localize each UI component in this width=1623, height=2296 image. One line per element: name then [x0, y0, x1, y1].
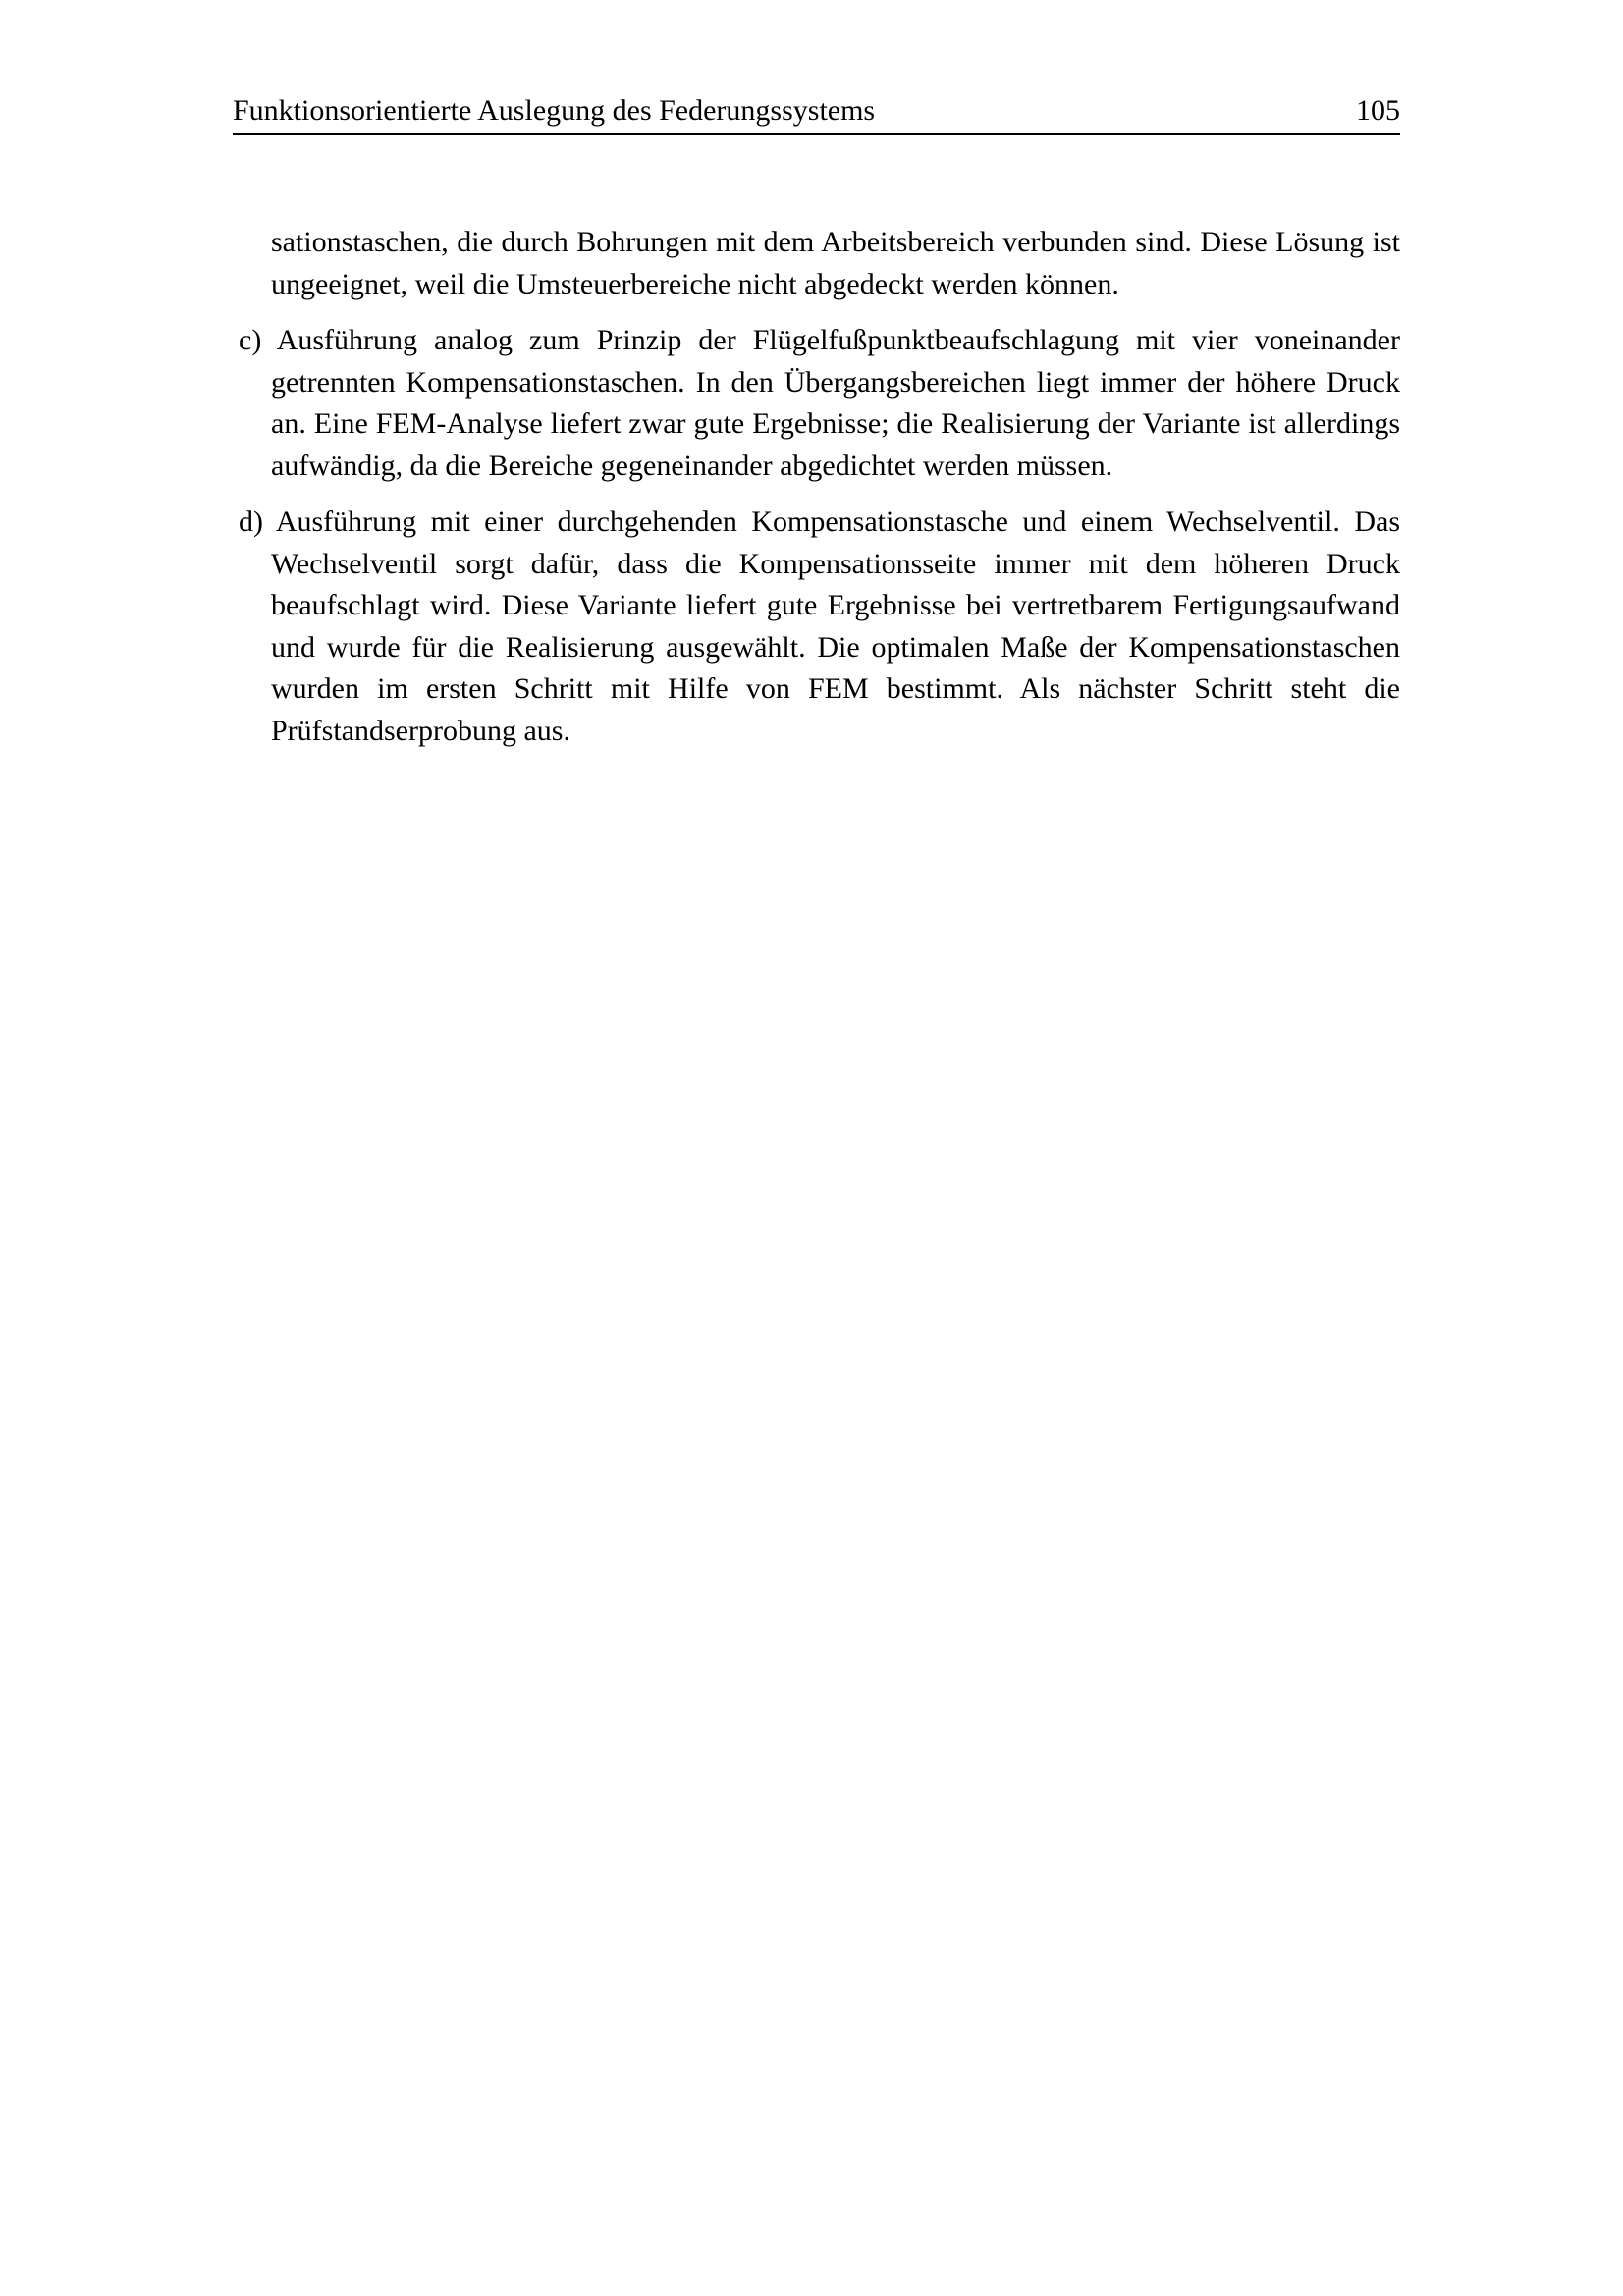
- list-text-d: Ausführung mit einer durchgehenden Kompensationstasche und einem Wechselventil. Das Wechselventil sorgt dafür, dass die Kompensationsseite immer mit dem höheren Druck beaufschlagt wird. Diese Variante liefert gute Ergebnisse bei vertretbarem Fertigungsaufwand und wurde für die Realisierung ausgewählt. Die optimalen Maße der Kompensationstaschen wurden im ersten Schritt mit Hilfe von FEM bestimmt. Als nächster Schritt steht die Prüfstandserprobung aus.: [271, 506, 1400, 747]
- list-item-c: [239, 320, 1400, 487]
- header-title: Funktionsorientierte Auslegung des Federungssystems: [233, 94, 876, 127]
- list-item-d: [239, 502, 1400, 752]
- list-marker-d: d): [239, 506, 263, 538]
- page-number: 105: [1356, 94, 1400, 127]
- list-text-c: Ausführung analog zum Prinzip der Flügelfußpunktbeaufschlagung mit vier voneinander getrennten Kompensationstaschen. In den Übergangsbereichen liegt immer der höhere Druck an. Eine FEM-Analyse liefert zwar gute Ergebnisse; die Realisierung der Variante ist allerdings aufwändig, da die Bereiche gegeneinander abgedichtet werden müssen.: [271, 324, 1400, 482]
- list-marker-c: c): [239, 324, 262, 356]
- continuation-paragraph: sationstaschen, die durch Bohrungen mit dem Arbeitsbereich verbunden sind. Diese Lösung ist ungeeignet, weil die Umsteuerbereiche nicht abgedeckt werden können.: [271, 226, 1400, 300]
- body-text: [239, 222, 1400, 752]
- running-header: [233, 86, 1400, 135]
